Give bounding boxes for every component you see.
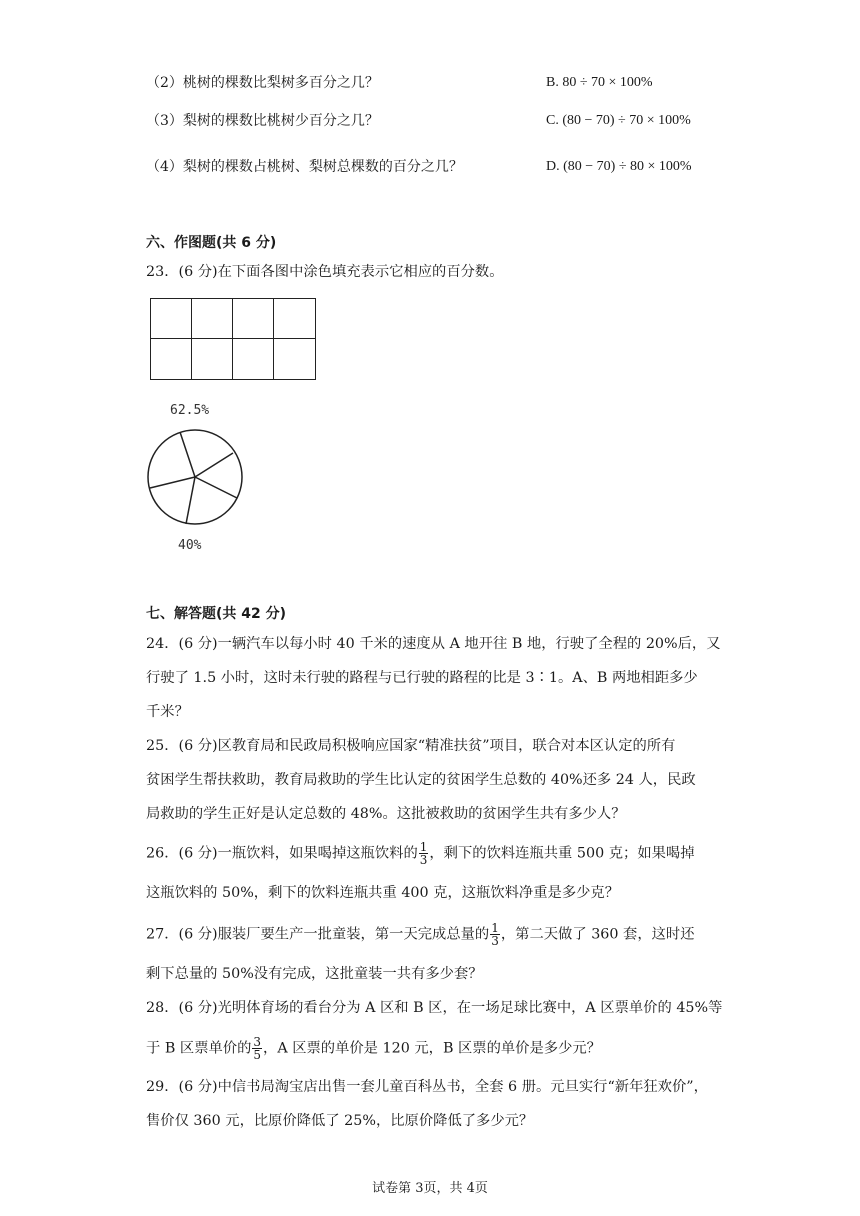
question-24-line: 24．(6 分)一辆汽车以每小时 40 千米的速度从 A 地开往 B 地，行驶了全程的 20%后，又 — [146, 636, 721, 652]
fraction — [419, 841, 429, 866]
question-26-line: 这瓶饮料的 50%，剩下的饮料连瓶共重 400 克，这瓶饮料净重是多少克？ — [146, 885, 620, 901]
circle-sector-line — [195, 477, 237, 498]
question-27-line: 剩下总量的 50%没有完成，这批童装一共有多少套？ — [146, 966, 483, 982]
circle-percent-label: 40% — [178, 538, 202, 553]
question-28-line: 28．(6 分)光明体育场的看台分为 A 区和 B 区，在一场足球比赛中，A 区票单价的 45%等 — [146, 1000, 723, 1016]
q26-text: ，剩下的饮料连瓶共重 500 克；如果喝掉 — [429, 845, 695, 862]
circle-sector-line — [150, 477, 195, 488]
match-q2: （2）桃树的棵数比梨树多百分之几？ — [146, 75, 379, 91]
match-q4: （4）梨树的棵数占桃树、梨树总棵数的百分之几？ — [146, 159, 463, 175]
grid-percent-label: 62.5% — [170, 403, 210, 418]
section-6-title: 六、作图题(共 6 分) — [146, 235, 277, 251]
fraction-numerator: 1 — [419, 840, 428, 854]
fraction — [490, 922, 500, 947]
grid-cell — [233, 299, 274, 339]
q26-text: 26．(6 分)一瓶饮料，如果喝掉这瓶饮料的 — [146, 845, 418, 862]
match-option-c: C. (80 − 70) ÷ 70 × 100% — [546, 113, 691, 128]
grid-cell — [192, 339, 233, 379]
question-28-line — [146, 1036, 601, 1061]
grid-cell — [274, 299, 315, 339]
question-29-line: 售价仅 360 元，比原价降低了 25%，比原价降低了多少元？ — [146, 1113, 534, 1129]
match-q3: （3）梨树的棵数比桃树少百分之几？ — [146, 113, 379, 129]
question-25-line: 贫困学生帮扶救助，教育局救助的学生比认定的贫困学生总数的 40%还多 24 人，民政 — [146, 772, 696, 788]
percent-grid — [150, 298, 316, 380]
circle-sector-line — [195, 453, 233, 477]
fraction — [252, 1036, 262, 1061]
fraction-numerator: 3 — [253, 1035, 262, 1049]
grid-cell — [151, 339, 192, 379]
circle-sector-line — [186, 477, 195, 524]
fraction-denominator: 3 — [491, 934, 499, 948]
fraction-denominator: 5 — [253, 1048, 262, 1062]
circle-sector-line — [180, 432, 195, 477]
question-25-line: 局救助的学生正好是认定总数的 48%。这批被救助的贫困学生共有多少人？ — [146, 806, 626, 822]
question-29-line: 29．(6 分)中信书局淘宝店出售一套儿童百科丛书，全套 6 册。元旦实行“新年狂欢价”， — [146, 1079, 708, 1095]
fraction-numerator: 1 — [491, 921, 499, 935]
question-26-line — [146, 841, 695, 866]
question-23: 23．(6 分)在下面各图中涂色填充表示它相应的百分数。 — [146, 264, 504, 280]
grid-cell — [192, 299, 233, 339]
section-7-title: 七、解答题(共 42 分) — [146, 606, 287, 622]
grid-cell — [151, 299, 192, 339]
question-25-line: 25．(6 分)区教育局和民政局积极响应国家“精准扶贫”项目，联合对本区认定的所有 — [146, 738, 676, 754]
q27-text: 27．(6 分)服装厂要生产一批童装，第一天完成总量的 — [146, 926, 490, 943]
q28-text: ，A 区票的单价是 120 元，B 区票的单价是多少元？ — [263, 1040, 601, 1057]
q28-text: 于 B 区票单价的 — [146, 1040, 252, 1057]
question-24-line: 行驶了 1.5 小时，这时未行驶的路程与已行驶的路程的比是 3∶1。A、B 两地相距多少 — [146, 670, 698, 686]
fraction-denominator: 3 — [419, 853, 428, 867]
question-27-line — [146, 922, 695, 947]
grid-cell — [274, 339, 315, 379]
page-footer: 试卷第 3页，共 4页 — [372, 1181, 488, 1196]
grid-cell — [233, 339, 274, 379]
match-option-d: D. (80 − 70) ÷ 80 × 100% — [546, 159, 692, 174]
match-option-b: B. 80 ÷ 70 × 100% — [546, 75, 653, 90]
q27-text: ，第二天做了 360 套，这时还 — [500, 926, 695, 943]
question-24-line: 千米？ — [146, 704, 189, 720]
percent-circle — [140, 420, 250, 535]
